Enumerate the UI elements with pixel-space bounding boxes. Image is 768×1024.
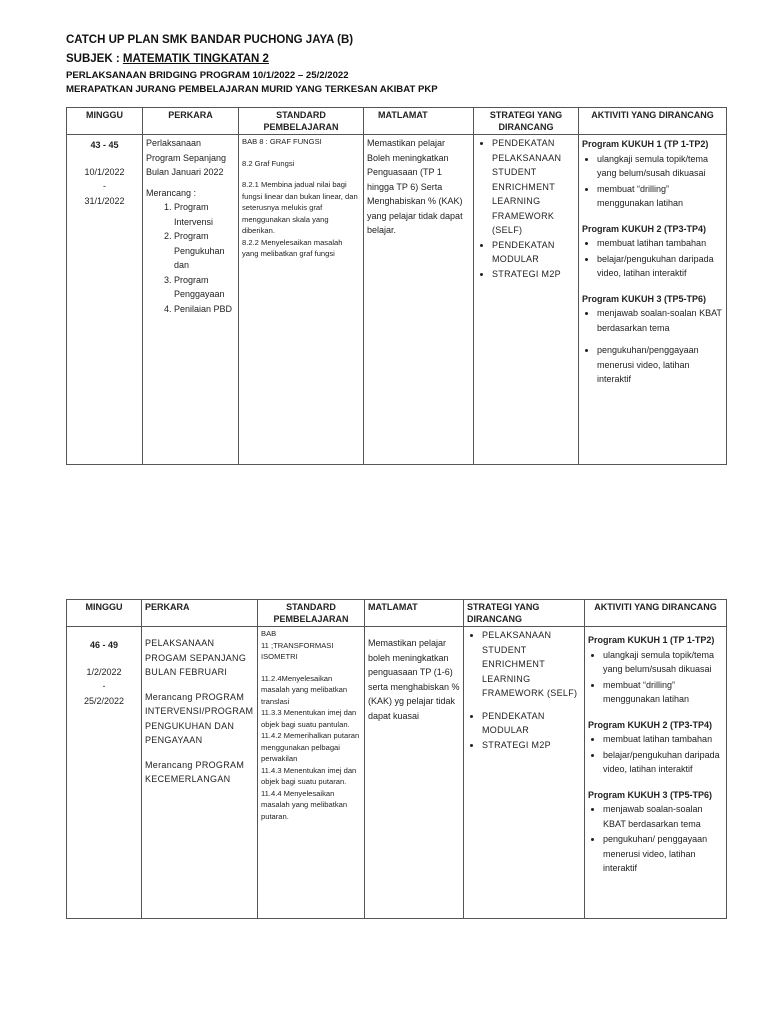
table-header-row (67, 600, 727, 627)
list-item: 3. Program Penggayaan (174, 273, 235, 302)
standard-cell (258, 627, 365, 919)
list-item: • belajar/pengukuhan daripada video, latihan interaktif (603, 748, 723, 777)
kukuh-2-title: Program KUKUH 2 (TP3-TP4) (588, 719, 713, 730)
chapter-label: BAB (261, 629, 277, 638)
minggu-cell (67, 135, 143, 465)
kukuh-3-list (588, 802, 723, 876)
list-item: • STRATEGI M2P (482, 738, 581, 753)
date-to: 31/1/2022 (84, 195, 125, 206)
col-header-standard: STANDARD PEMBELAJARAN (258, 600, 365, 627)
col-header-matlamat: MATLAMAT (364, 108, 474, 135)
aktiviti-cell (585, 627, 727, 919)
list-item: • PENDEKATAN PELAKSANAAN STUDENT ENRICHMENT LEARNING FRAMEWORK (SELF) (492, 136, 575, 238)
kukuh-3-title: Program KUKUH 3 (TP5-TP6) (582, 293, 707, 304)
plan-table-january (66, 107, 727, 465)
kukuh-1-list (588, 648, 723, 707)
col-header-minggu: MINGGU (67, 108, 143, 135)
strategi-list (477, 136, 575, 281)
list-item: • membuat latihan tambahan (603, 732, 723, 747)
perkara-cell (143, 135, 239, 465)
list-item: • membuat latihan tambahan (597, 236, 723, 251)
col-header-perkara: PERKARA (143, 108, 239, 135)
col-header-strategi: STRATEGI YANG DIRANCANG (474, 108, 579, 135)
program-period: PERLAKSANAAN BRIDGING PROGRAM 10/1/2022 – 25/2/2022 (66, 70, 349, 81)
standard-item: 8.2.1 Membina jadual nilai bagi fungsi linear dan bukan linear, dan seterusnya melukis graf menggunakan skala yang diberikan. (242, 180, 358, 235)
col-header-strategi: STRATEGI YANG DIRANCANG (464, 600, 585, 627)
list-item: • ulangkaji semula topik/tema yang belum/susah dikuasai (603, 648, 723, 677)
kukuh-1-list (582, 152, 723, 211)
list-item: • PELAKSANAAN STUDENT ENRICHMENT LEARNING FRAMEWORK (SELF) (482, 628, 581, 701)
subject-name: MATEMATIK TINGKATAN 2 (122, 53, 269, 65)
standard-item: 11.4.2 Memerihalkan putaran menggunakan pelbagai perwakilan (261, 731, 360, 763)
chapter-title: BAB 8 : GRAF FUNGSI (242, 137, 322, 146)
perkara-list (146, 200, 235, 316)
standard-item: 11.4.3 Menentukan imej dan objek bagi suatu putaran. (261, 765, 357, 786)
perkara-intro: Perlaksanaan Program Sepanjang Bulan Januari 2022 (146, 138, 227, 177)
date-from: 1/2/2022 (86, 666, 122, 677)
date-to: 25/2/2022 (83, 695, 125, 706)
list-item: • menjawab soalan-soalan KBAT berdasarkan tema (603, 802, 723, 831)
aktiviti-cell (579, 135, 727, 465)
perkara-paragraph: Merancang PROGRAM KECEMERLANGAN (145, 759, 245, 784)
date-dash: - (102, 681, 106, 691)
col-header-perkara: PERKARA (142, 600, 258, 627)
table-row (67, 627, 727, 919)
list-item: • membuat “drilling” menggunakan latihan (603, 678, 723, 707)
standard-item: 8.2.2 Menyelesaikan masalah yang melibatkan graf fungsi (242, 237, 343, 258)
matlamat-cell (365, 627, 464, 919)
week-range: 43 - 45 (90, 140, 119, 150)
topic-title: 8.2 Graf Fungsi (242, 158, 295, 168)
minggu-cell (67, 627, 142, 919)
col-header-matlamat: MATLAMAT (365, 600, 464, 627)
kukuh-2-list (582, 236, 723, 281)
table-row (67, 135, 727, 465)
list-item: • membuat “drilling” menggunakan latihan (597, 182, 723, 211)
list-item: • menjawab soalan-soalan KBAT berdasarkan tema (597, 306, 723, 335)
strategi-cell (464, 627, 585, 919)
kukuh-3-list (582, 306, 723, 387)
col-header-aktiviti: AKTIVITI YANG DIRANCANG (585, 600, 727, 627)
standard-cell (239, 135, 364, 465)
list-item: • belajar/pengukuhan daripada video, latihan interaktif (597, 252, 723, 281)
perkara-paragraph: Merancang PROGRAM INTERVENSI/PROGRAM PENGUKUHAN DAN PENGAYAAN (145, 691, 254, 745)
standard-item: 11.4.4 Menyelesaikan masalah yang melibatkan putaran. (261, 788, 348, 821)
strategi-cell (474, 135, 579, 465)
list-item: • pengukuhan/penggayaan menerusi video, latihan interaktif (597, 343, 723, 387)
list-item: 1. Program Intervensi (174, 200, 235, 229)
standard-item: 11.3.3 Menentukan imej dan objek bagi suatu pantulan. (261, 708, 357, 729)
date-from: 10/1/2022 (84, 166, 125, 177)
list-item: • PENDEKATAN MODULAR (482, 709, 581, 738)
plan-table-february (66, 599, 727, 919)
col-header-standard: STANDARD PEMBELAJARAN (239, 108, 364, 135)
kukuh-3-title: Program KUKUH 3 (TP5-TP6) (588, 789, 713, 800)
perkara-cell (142, 627, 258, 919)
list-item: • ulangkaji semula topik/tema yang belum/susah dikuasai (597, 152, 723, 181)
standard-item: 11.2.4Menyelesaikan masalah yang melibatkan translasi (261, 673, 348, 706)
kukuh-2-title: Program KUKUH 2 (TP3-TP4) (582, 223, 707, 234)
matlamat-text: Memastikan pelajar boleh meningkatkan penguasaan TP (1-6) serta menghabiskan % (KAK) yg pelajar tidak dapat kuasai (368, 638, 460, 721)
document-title: CATCH UP PLAN SMK BANDAR PUCHONG JAYA (B) (66, 34, 354, 46)
subject-prefix: SUBJEK : (66, 53, 123, 65)
program-objective: MERAPATKAN JURANG PEMBELAJARAN MURID YANG TERKESAN AKIBAT PKP (66, 84, 438, 95)
kukuh-1-title: Program KUKUH 1 (TP 1-TP2) (582, 139, 709, 149)
list-item: 2. Program Pengukuhan dan (174, 229, 235, 273)
col-header-minggu: MINGGU (67, 600, 142, 627)
date-dash: - (103, 181, 106, 191)
col-header-aktiviti: AKTIVITI YANG DIRANCANG (579, 108, 727, 135)
chapter-title: 11 ;TRANSFORMASI ISOMETRI (261, 640, 334, 661)
perkara-paragraph: PELAKSANAAN PROGAM SEPANJANG BULAN FEBRUARI (145, 638, 247, 677)
perkara-merancang: Merancang : (146, 187, 197, 198)
week-range: 46 - 49 (89, 640, 119, 650)
kukuh-2-list (588, 732, 723, 777)
strategi-list (467, 628, 581, 752)
list-item: • STRATEGI M2P (492, 267, 575, 282)
table-header-row (67, 108, 727, 135)
list-item: • PENDEKATAN MODULAR (492, 238, 575, 267)
kukuh-1-title: Program KUKUH 1 (TP 1-TP2) (588, 635, 715, 645)
subject-line (66, 53, 269, 65)
list-item: 4. Penilaian PBD (174, 302, 235, 317)
matlamat-cell: Memastikan pelajar Boleh meningkatkan Penguasaan (TP 1 hingga TP 6) Serta Menghabiskan % (KAK) yang pelajar tidak dapat belajar. (364, 135, 474, 465)
list-item: • pengukuhan/ penggayaan menerusi video, latihan interaktif (603, 832, 723, 876)
